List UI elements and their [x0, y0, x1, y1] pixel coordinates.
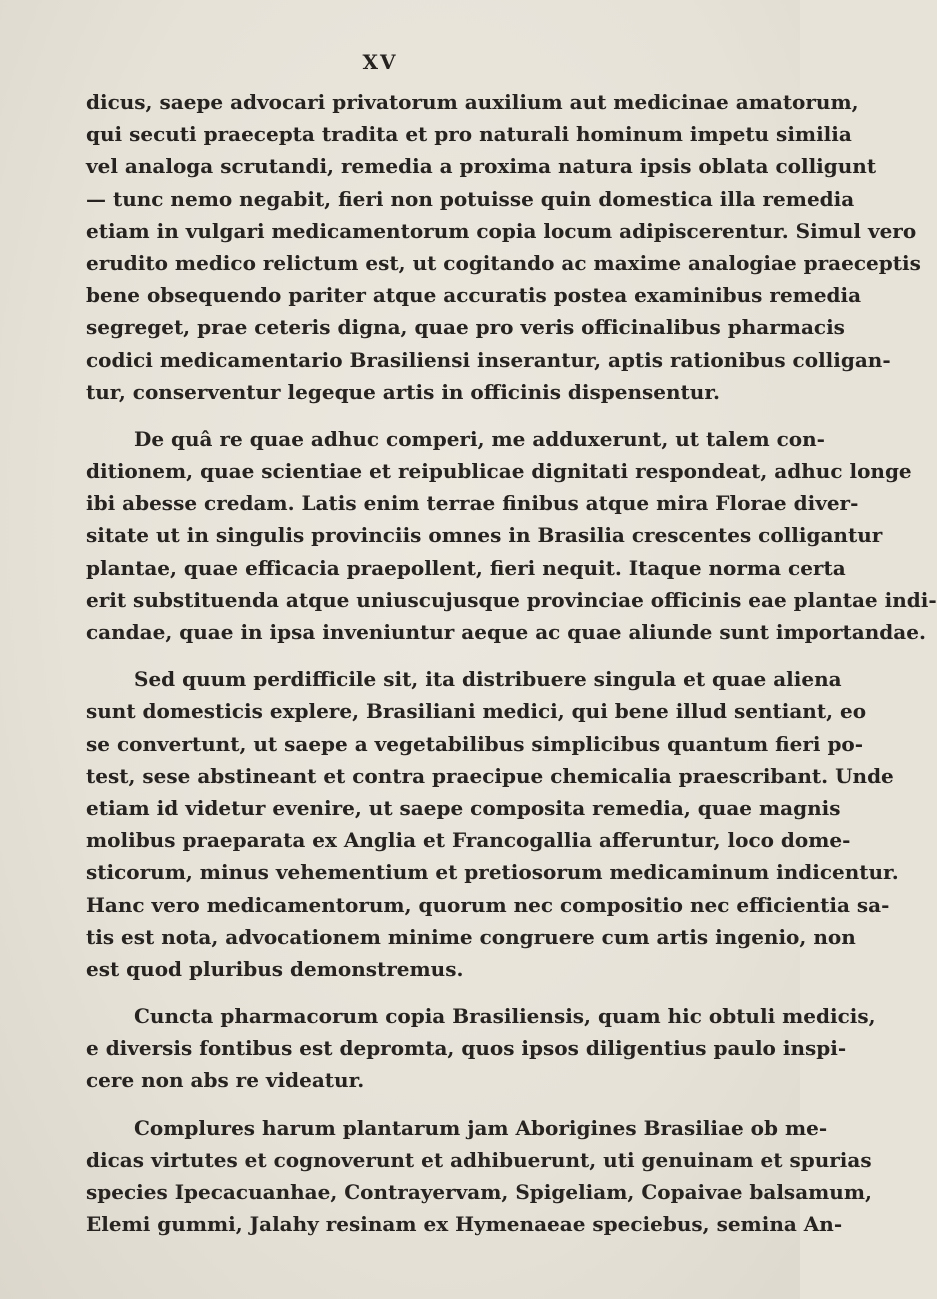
text-line: tur, conserventur legeque artis in officinis dispensentur. [86, 379, 720, 404]
text-line: segreget, prae ceteris digna, quae pro veris officinalibus pharmacis [86, 315, 845, 340]
text-line: sticorum, minus vehementium et pretiosorum medicaminum indicentur. [86, 860, 899, 885]
text-line: e diversis fontibus est depromta, quos ipsos diligentius paulo inspi- [86, 1036, 847, 1061]
text-line: ibi abesse credam. Latis enim terrae finibus atque mira Florae diver- [86, 491, 859, 516]
text-line: dicus, saepe advocari privatorum auxilium aut medicinae amatorum, [86, 90, 859, 114]
text-line: test, sese abstineant et contra praecipue chemicalia praescribant. Unde [86, 763, 894, 788]
text-line: codici medicamentario Brasiliensi inserantur, aptis rationibus colligan- [86, 347, 891, 372]
text-line: Complures harum plantarum jam Aborigines Brasiliae ob me- [134, 1115, 828, 1140]
text-line: dicas virtutes et cognoverunt et adhibuerunt, uti genuinam et spurias [86, 1147, 872, 1172]
text-line: Elemi gummi, Jalahy resinam ex Hymenaeae speciebus, semina An- [86, 1212, 843, 1237]
text-line: se convertunt, ut saepe a vegetabilibus simplicibus quantum fieri po- [86, 731, 864, 756]
text-line: Sed quum perdifficile sit, ita distribuere singula et quae aliena [134, 667, 842, 692]
text-line: — tunc nemo negabit, fieri non potuisse quin domestica illa remedia [86, 186, 855, 211]
text-line: vel analoga scrutandi, remedia a proxima natura ipsis oblata colligunt [86, 154, 877, 179]
text-line: sitate ut in singulis provinciis omnes in Brasilia crescentes colligantur [86, 523, 883, 548]
paragraph-2 [86, 423, 937, 648]
text-line: sunt domesticis explere, Brasiliani medici, qui bene illud sentiant, eo [86, 699, 867, 724]
text-line: molibus praeparata ex Anglia et Francogallia afferuntur, loco dome- [86, 828, 851, 853]
text-line: erit substituenda atque uniuscujusque provinciae officinis eae plantae indi- [86, 587, 937, 612]
text-line: etiam in vulgari medicamentorum copia locum adipiscerentur. Simul vero [86, 218, 917, 243]
text-line: bene obsequendo pariter atque accuratis postea examinibus remedia [86, 283, 862, 308]
text-line: candae, quae in ipsa inveniuntur aeque ac quae aliunde sunt importandae. [86, 620, 926, 644]
paragraph-3 [86, 663, 899, 985]
paragraph-4 [86, 1000, 876, 1097]
text-line: Hanc vero medicamentorum, quorum nec compositio nec efficientia sa- [86, 892, 890, 917]
paragraph-1 [86, 86, 921, 408]
text-line: De quâ re quae adhuc comperi, me adduxerunt, ut talem con- [134, 426, 825, 451]
text-line: etiam id videtur evenire, ut saepe composita remedia, quae magnis [86, 795, 841, 820]
text-line: cere non abs re videatur. [86, 1068, 365, 1093]
text-line: species Ipecacuanhae, Contrayervam, Spigeliam, Copaivae balsamum, [86, 1180, 872, 1204]
text-line: est quod pluribus demonstremus. [86, 956, 464, 981]
text-line: erudito medico relictum est, ut cogitando ac maxime analogiae praeceptis [86, 250, 921, 275]
body-text [86, 86, 937, 1240]
text-line: ditionem, quae scientiae et reipublicae dignitati respondeat, adhuc longe [86, 459, 912, 484]
page-number: XV [362, 50, 398, 74]
text-line: qui secuti praecepta tradita et pro naturali hominum impetu similia [86, 122, 852, 147]
text-line: plantae, quae efficacia praepollent, fieri nequit. Itaque norma certa [86, 555, 846, 580]
text-line: Cuncta pharmacorum copia Brasiliensis, quam hic obtuli medicis, [134, 1004, 876, 1029]
text-line: tis est nota, advocationem minime congruere cum artis ingenio, non [86, 924, 856, 949]
paragraph-5 [86, 1112, 872, 1241]
